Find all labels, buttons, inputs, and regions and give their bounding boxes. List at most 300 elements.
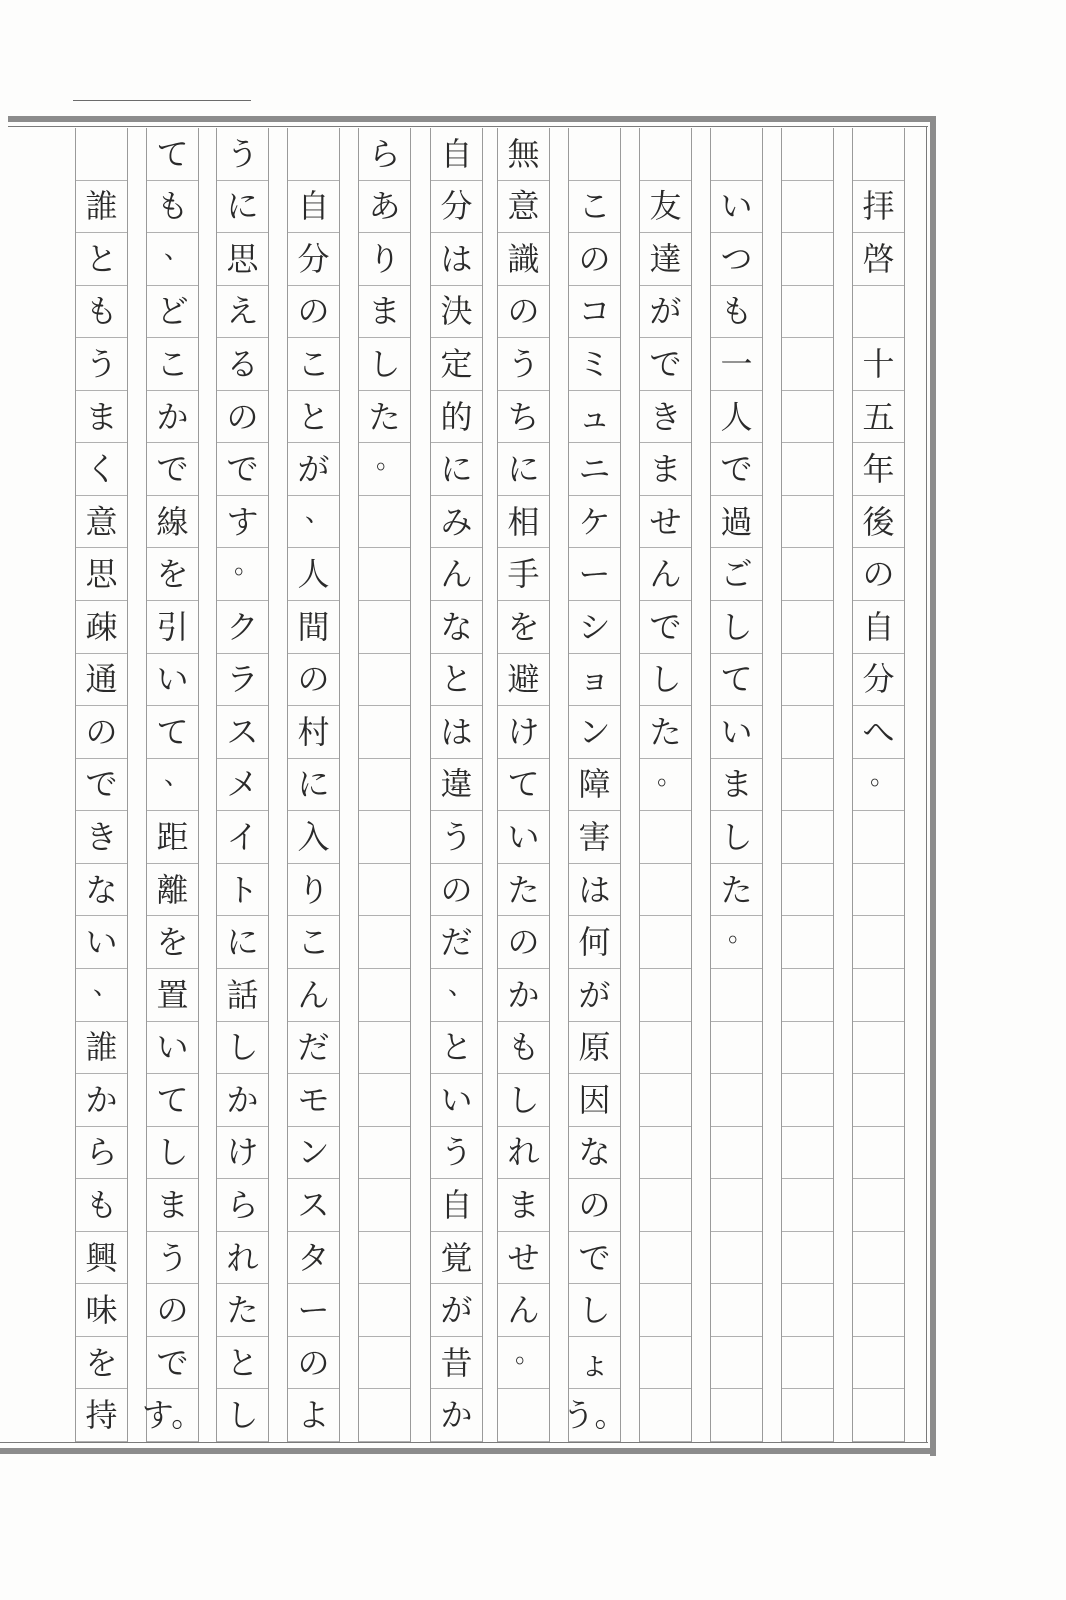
manuscript-cell: で — [217, 443, 268, 496]
manuscript-cell: が — [569, 969, 620, 1022]
manuscript-cell: ら — [359, 128, 410, 181]
manuscript-cell: で — [147, 1337, 198, 1390]
manuscript-cell — [782, 1074, 833, 1127]
manuscript-cell: ー — [288, 1284, 339, 1337]
manuscript-cell: う — [498, 338, 549, 391]
manuscript-cell: な — [569, 1127, 620, 1180]
manuscript-cell: が — [640, 286, 691, 339]
manuscript-cell: 無 — [498, 128, 549, 181]
manuscript-cell: か — [217, 1074, 268, 1127]
manuscript-cell: 思 — [76, 548, 127, 601]
manuscript-cell: 。 — [217, 548, 268, 601]
manuscript-cell: ョ — [569, 654, 620, 707]
manuscript-cell — [359, 1179, 410, 1232]
manuscript-cell — [853, 128, 904, 181]
manuscript-cell — [498, 1389, 549, 1442]
manuscript-cell: う — [217, 128, 268, 181]
manuscript-cell: ク — [217, 601, 268, 654]
manuscript-cell — [640, 1389, 691, 1442]
manuscript-cell — [853, 1022, 904, 1075]
frame-border-bottom — [0, 1448, 936, 1454]
manuscript-cell: ん — [640, 548, 691, 601]
frame-border-bottom-inner — [0, 1442, 928, 1443]
manuscript-cell: あ — [359, 181, 410, 234]
manuscript-cell: 線 — [147, 496, 198, 549]
manuscript-cell: い — [711, 181, 762, 234]
manuscript-cell — [711, 1284, 762, 1337]
manuscript-cell: 昔 — [431, 1337, 482, 1390]
manuscript-cell — [782, 864, 833, 917]
manuscript-cell — [782, 1022, 833, 1075]
manuscript-cell: 通 — [76, 654, 127, 707]
manuscript-cell: 一 — [711, 338, 762, 391]
manuscript-cell: だ — [288, 1022, 339, 1075]
manuscript-cell: の — [147, 1284, 198, 1337]
manuscript-cell: ど — [147, 286, 198, 339]
manuscript-cell — [640, 1074, 691, 1127]
manuscript-cell — [288, 128, 339, 181]
manuscript-cell: の — [288, 286, 339, 339]
manuscript-cell: う。 — [569, 1389, 620, 1442]
manuscript-cell: ま — [76, 391, 127, 444]
manuscript-cell: を — [147, 548, 198, 601]
manuscript-cell: の — [498, 916, 549, 969]
manuscript-cell: 興 — [76, 1232, 127, 1285]
manuscript-cell — [359, 1074, 410, 1127]
manuscript-cell: 村 — [288, 706, 339, 759]
manuscript-cell: い — [498, 811, 549, 864]
manuscript-cell: よ — [288, 1389, 339, 1442]
manuscript-cell: て — [147, 128, 198, 181]
manuscript-cell: 。 — [853, 759, 904, 812]
manuscript-cell — [76, 128, 127, 181]
manuscript-cell: 距 — [147, 811, 198, 864]
manuscript-cell: 味 — [76, 1284, 127, 1337]
manuscript-cell — [853, 1389, 904, 1442]
manuscript-cell: た — [640, 706, 691, 759]
manuscript-cell: て — [147, 706, 198, 759]
manuscript-cell: 分 — [288, 233, 339, 286]
manuscript-cell: は — [431, 706, 482, 759]
manuscript-cell — [359, 864, 410, 917]
manuscript-cell: ち — [498, 391, 549, 444]
manuscript-cell: き — [640, 391, 691, 444]
manuscript-cell: 分 — [431, 181, 482, 234]
manuscript-cell: 。 — [498, 1337, 549, 1390]
manuscript-cell: す。 — [147, 1389, 198, 1442]
manuscript-cell: も — [498, 1022, 549, 1075]
manuscript-cell: ま — [147, 1179, 198, 1232]
manuscript-cell: コ — [569, 286, 620, 339]
manuscript-cell: 識 — [498, 233, 549, 286]
manuscript-cell: ま — [359, 286, 410, 339]
manuscript-cell — [711, 969, 762, 1022]
manuscript-cell: た — [711, 864, 762, 917]
manuscript-cell: ら — [217, 1179, 268, 1232]
manuscript-cell: 自 — [288, 181, 339, 234]
manuscript-cell: う — [147, 1232, 198, 1285]
frame-border-top-inner — [8, 126, 928, 127]
manuscript-cell: た — [217, 1284, 268, 1337]
manuscript-column-1 — [852, 128, 905, 1442]
manuscript-cell: 相 — [498, 496, 549, 549]
manuscript-cell: で — [147, 443, 198, 496]
manuscript-cell: を — [76, 1337, 127, 1390]
manuscript-cell: す — [217, 496, 268, 549]
manuscript-cell: ュ — [569, 391, 620, 444]
manuscript-cell — [782, 181, 833, 234]
manuscript-column-4 — [639, 128, 692, 1442]
frame-border-right — [930, 116, 936, 1456]
manuscript-cell — [569, 128, 620, 181]
manuscript-cell — [782, 286, 833, 339]
manuscript-cell: だ — [431, 916, 482, 969]
manuscript-cell: 拝 — [853, 181, 904, 234]
manuscript-cell: 後 — [853, 496, 904, 549]
frame-border-top — [8, 116, 936, 122]
manuscript-cell: 避 — [498, 654, 549, 707]
manuscript-column-8 — [358, 128, 411, 1442]
manuscript-cell — [853, 1337, 904, 1390]
manuscript-cell: し — [359, 338, 410, 391]
manuscript-cell: か — [147, 391, 198, 444]
manuscript-cell: し — [569, 1284, 620, 1337]
manuscript-cell: い — [147, 654, 198, 707]
manuscript-cell: て — [498, 759, 549, 812]
manuscript-cell: 的 — [431, 391, 482, 444]
manuscript-cell — [782, 1389, 833, 1442]
manuscript-cell: ス — [288, 1179, 339, 1232]
manuscript-cell — [640, 969, 691, 1022]
manuscript-cell: ン — [288, 1127, 339, 1180]
manuscript-cell: し — [640, 654, 691, 707]
manuscript-cell: こ — [569, 181, 620, 234]
manuscript-cell: 、 — [76, 969, 127, 1022]
manuscript-cell — [640, 1232, 691, 1285]
manuscript-cell: 間 — [288, 601, 339, 654]
manuscript-cell: こ — [288, 338, 339, 391]
manuscript-cell: 手 — [498, 548, 549, 601]
manuscript-cell: い — [147, 1022, 198, 1075]
manuscript-cell — [640, 1022, 691, 1075]
manuscript-cell: が — [288, 443, 339, 496]
manuscript-cell: ー — [569, 548, 620, 601]
manuscript-cell — [853, 1284, 904, 1337]
manuscript-cell — [711, 1022, 762, 1075]
manuscript-cell — [782, 706, 833, 759]
manuscript-cell: 、 — [147, 233, 198, 286]
manuscript-cell — [640, 128, 691, 181]
manuscript-cell — [782, 1179, 833, 1232]
manuscript-cell: 五 — [853, 391, 904, 444]
manuscript-cell: う — [431, 1127, 482, 1180]
manuscript-cell — [853, 916, 904, 969]
manuscript-cell: く — [76, 443, 127, 496]
manuscript-cell — [782, 128, 833, 181]
manuscript-cell — [711, 1179, 762, 1232]
manuscript-cell: と — [217, 1337, 268, 1390]
manuscript-cell: れ — [498, 1127, 549, 1180]
manuscript-cell: き — [76, 811, 127, 864]
manuscript-cell: み — [431, 496, 482, 549]
manuscript-cell: 年 — [853, 443, 904, 496]
manuscript-cell: え — [217, 286, 268, 339]
manuscript-column-2 — [781, 128, 834, 1442]
manuscript-cell — [359, 1337, 410, 1390]
manuscript-cell: ケ — [569, 496, 620, 549]
manuscript-cell — [853, 1074, 904, 1127]
manuscript-cell — [782, 811, 833, 864]
manuscript-cell: は — [569, 864, 620, 917]
manuscript-cell: タ — [288, 1232, 339, 1285]
manuscript-cell — [359, 759, 410, 812]
manuscript-cell: ん — [431, 548, 482, 601]
manuscript-cell: し — [711, 811, 762, 864]
manuscript-cell: の — [76, 706, 127, 759]
manuscript-cell — [359, 1127, 410, 1180]
manuscript-cell: 自 — [431, 1179, 482, 1232]
manuscript-cell: の — [569, 233, 620, 286]
manuscript-cell: し — [498, 1074, 549, 1127]
manuscript-cell: ん — [288, 969, 339, 1022]
manuscript-column-6 — [497, 128, 550, 1442]
manuscript-cell — [782, 233, 833, 286]
manuscript-cell: も — [147, 181, 198, 234]
manuscript-cell — [853, 1232, 904, 1285]
manuscript-cell — [782, 916, 833, 969]
manuscript-cell — [782, 338, 833, 391]
manuscript-cell: り — [288, 864, 339, 917]
manuscript-column-7 — [430, 128, 483, 1442]
manuscript-cell: 害 — [569, 811, 620, 864]
manuscript-cell: イ — [217, 811, 268, 864]
manuscript-cell: い — [431, 1074, 482, 1127]
manuscript-cell: け — [498, 706, 549, 759]
manuscript-cell — [359, 916, 410, 969]
manuscript-cell: の — [569, 1179, 620, 1232]
manuscript-cell: い — [76, 916, 127, 969]
frame-border-right-inner — [926, 126, 927, 1442]
manuscript-cell: 入 — [288, 811, 339, 864]
manuscript-cell: こ — [288, 916, 339, 969]
manuscript-cell: 分 — [853, 654, 904, 707]
manuscript-cell — [640, 916, 691, 969]
manuscript-cell: 障 — [569, 759, 620, 812]
manuscript-cell: た — [498, 864, 549, 917]
manuscript-cell: 誰 — [76, 181, 127, 234]
manuscript-cell: し — [711, 601, 762, 654]
manuscript-cell: 何 — [569, 916, 620, 969]
manuscript-cell: に — [217, 181, 268, 234]
manuscript-cell: 持 — [76, 1389, 127, 1442]
manuscript-cell: 意 — [498, 181, 549, 234]
manuscript-cell: で — [640, 338, 691, 391]
manuscript-cell — [359, 548, 410, 601]
manuscript-cell: の — [853, 548, 904, 601]
manuscript-cell: 過 — [711, 496, 762, 549]
manuscript-cell: ン — [569, 706, 620, 759]
manuscript-cell: せ — [640, 496, 691, 549]
manuscript-cell: の — [288, 1337, 339, 1390]
manuscript-cell — [853, 864, 904, 917]
manuscript-cell: り — [359, 233, 410, 286]
manuscript-cell: ニ — [569, 443, 620, 496]
manuscript-cell: 啓 — [853, 233, 904, 286]
manuscript-cell: 因 — [569, 1074, 620, 1127]
manuscript-cell: も — [711, 286, 762, 339]
manuscript-cell: 人 — [288, 548, 339, 601]
name-line — [73, 100, 251, 101]
manuscript-cell: 置 — [147, 969, 198, 1022]
manuscript-cell — [711, 1337, 762, 1390]
manuscript-cell: ま — [640, 443, 691, 496]
manuscript-cell: 自 — [853, 601, 904, 654]
manuscript-cell — [359, 1389, 410, 1442]
manuscript-cell — [711, 128, 762, 181]
manuscript-cell: い — [711, 706, 762, 759]
manuscript-cell — [359, 1284, 410, 1337]
manuscript-cell: に — [498, 443, 549, 496]
manuscript-cell: 、 — [288, 496, 339, 549]
manuscript-cell — [853, 1179, 904, 1232]
manuscript-column-3 — [710, 128, 763, 1442]
manuscript-cell: 。 — [711, 916, 762, 969]
manuscript-cell: う — [76, 338, 127, 391]
manuscript-cell: に — [288, 759, 339, 812]
manuscript-cell: か — [498, 969, 549, 1022]
manuscript-cell: 原 — [569, 1022, 620, 1075]
manuscript-column-11 — [141, 128, 204, 1442]
manuscript-cell: を — [498, 601, 549, 654]
manuscript-cell: に — [431, 443, 482, 496]
manuscript-cell — [359, 1022, 410, 1075]
manuscript-cell: の — [217, 391, 268, 444]
manuscript-cell: こ — [147, 338, 198, 391]
manuscript-cell: を — [147, 916, 198, 969]
manuscript-cell: 。 — [640, 759, 691, 812]
manuscript-cell: 、 — [431, 969, 482, 1022]
manuscript-cell — [782, 548, 833, 601]
manuscript-cell — [640, 1127, 691, 1180]
manuscript-cell — [782, 601, 833, 654]
manuscript-cell: ら — [76, 1127, 127, 1180]
manuscript-cell: シ — [569, 601, 620, 654]
manuscript-cell — [711, 1232, 762, 1285]
manuscript-cell: と — [288, 391, 339, 444]
manuscript-cell — [359, 654, 410, 707]
manuscript-cell: ラ — [217, 654, 268, 707]
manuscript-cell: 人 — [711, 391, 762, 444]
manuscript-cell: で — [711, 443, 762, 496]
manuscript-cell: 十 — [853, 338, 904, 391]
manuscript-cell: ん — [498, 1284, 549, 1337]
manuscript-cell: 友 — [640, 181, 691, 234]
manuscript-cell: メ — [217, 759, 268, 812]
manuscript-cell — [640, 1337, 691, 1390]
manuscript-cell: ミ — [569, 338, 620, 391]
manuscript-cell: 達 — [640, 233, 691, 286]
manuscript-cell: モ — [288, 1074, 339, 1127]
manuscript-cell: 自 — [431, 128, 482, 181]
manuscript-cell — [853, 1127, 904, 1180]
manuscript-cell — [782, 391, 833, 444]
manuscript-cell: も — [76, 286, 127, 339]
manuscript-cell: で — [76, 759, 127, 812]
manuscript-cell — [782, 496, 833, 549]
manuscript-cell — [782, 969, 833, 1022]
manuscript-cell: せ — [498, 1232, 549, 1285]
manuscript-cell — [359, 706, 410, 759]
manuscript-cell — [782, 759, 833, 812]
manuscript-cell: ま — [711, 759, 762, 812]
manuscript-cell: の — [431, 864, 482, 917]
manuscript-cell: し — [147, 1127, 198, 1180]
manuscript-cell: か — [76, 1074, 127, 1127]
manuscript-cell: に — [217, 916, 268, 969]
manuscript-cell — [782, 654, 833, 707]
manuscript-cell — [853, 286, 904, 339]
manuscript-cell: の — [498, 286, 549, 339]
manuscript-cell: う — [431, 811, 482, 864]
manuscript-cell: 話 — [217, 969, 268, 1022]
manuscript-cell: 違 — [431, 759, 482, 812]
manuscript-cell — [853, 969, 904, 1022]
manuscript-cell: つ — [711, 233, 762, 286]
manuscript-cell: と — [431, 654, 482, 707]
manuscript-cell: ご — [711, 548, 762, 601]
manuscript-cell: 疎 — [76, 601, 127, 654]
manuscript-column-9 — [287, 128, 340, 1442]
manuscript-cell: 、 — [147, 759, 198, 812]
manuscript-cell: し — [217, 1389, 268, 1442]
manuscript-cell: 定 — [431, 338, 482, 391]
manuscript-cell — [782, 1284, 833, 1337]
manuscript-cell: し — [217, 1022, 268, 1075]
manuscript-cell: て — [147, 1074, 198, 1127]
manuscript-cell: で — [569, 1232, 620, 1285]
manuscript-cell — [711, 1389, 762, 1442]
manuscript-column-5 — [562, 128, 627, 1442]
manuscript-cell: ょ — [569, 1337, 620, 1390]
manuscript-cell — [359, 811, 410, 864]
manuscript-cell: け — [217, 1127, 268, 1180]
manuscript-cell: 離 — [147, 864, 198, 917]
manuscript-cell: と — [76, 233, 127, 286]
manuscript-cell — [359, 601, 410, 654]
manuscript-cell: で — [640, 601, 691, 654]
manuscript-cell: 誰 — [76, 1022, 127, 1075]
manuscript-cell: な — [76, 864, 127, 917]
manuscript-cell: も — [76, 1179, 127, 1232]
manuscript-cell: 決 — [431, 286, 482, 339]
manuscript-cell: ス — [217, 706, 268, 759]
manuscript-cell: が — [431, 1284, 482, 1337]
manuscript-cell: へ — [853, 706, 904, 759]
manuscript-cell — [640, 1284, 691, 1337]
manuscript-cell: 思 — [217, 233, 268, 286]
manuscript-cell — [359, 969, 410, 1022]
manuscript-cell — [782, 1232, 833, 1285]
manuscript-cell — [711, 1127, 762, 1180]
manuscript-cell: ト — [217, 864, 268, 917]
manuscript-cell — [782, 1127, 833, 1180]
manuscript-cell: て — [711, 654, 762, 707]
manuscript-cell — [640, 811, 691, 864]
manuscript-cell: と — [431, 1022, 482, 1075]
manuscript-cell: か — [431, 1389, 482, 1442]
manuscript-cell: 。 — [359, 443, 410, 496]
manuscript-cell — [640, 1179, 691, 1232]
